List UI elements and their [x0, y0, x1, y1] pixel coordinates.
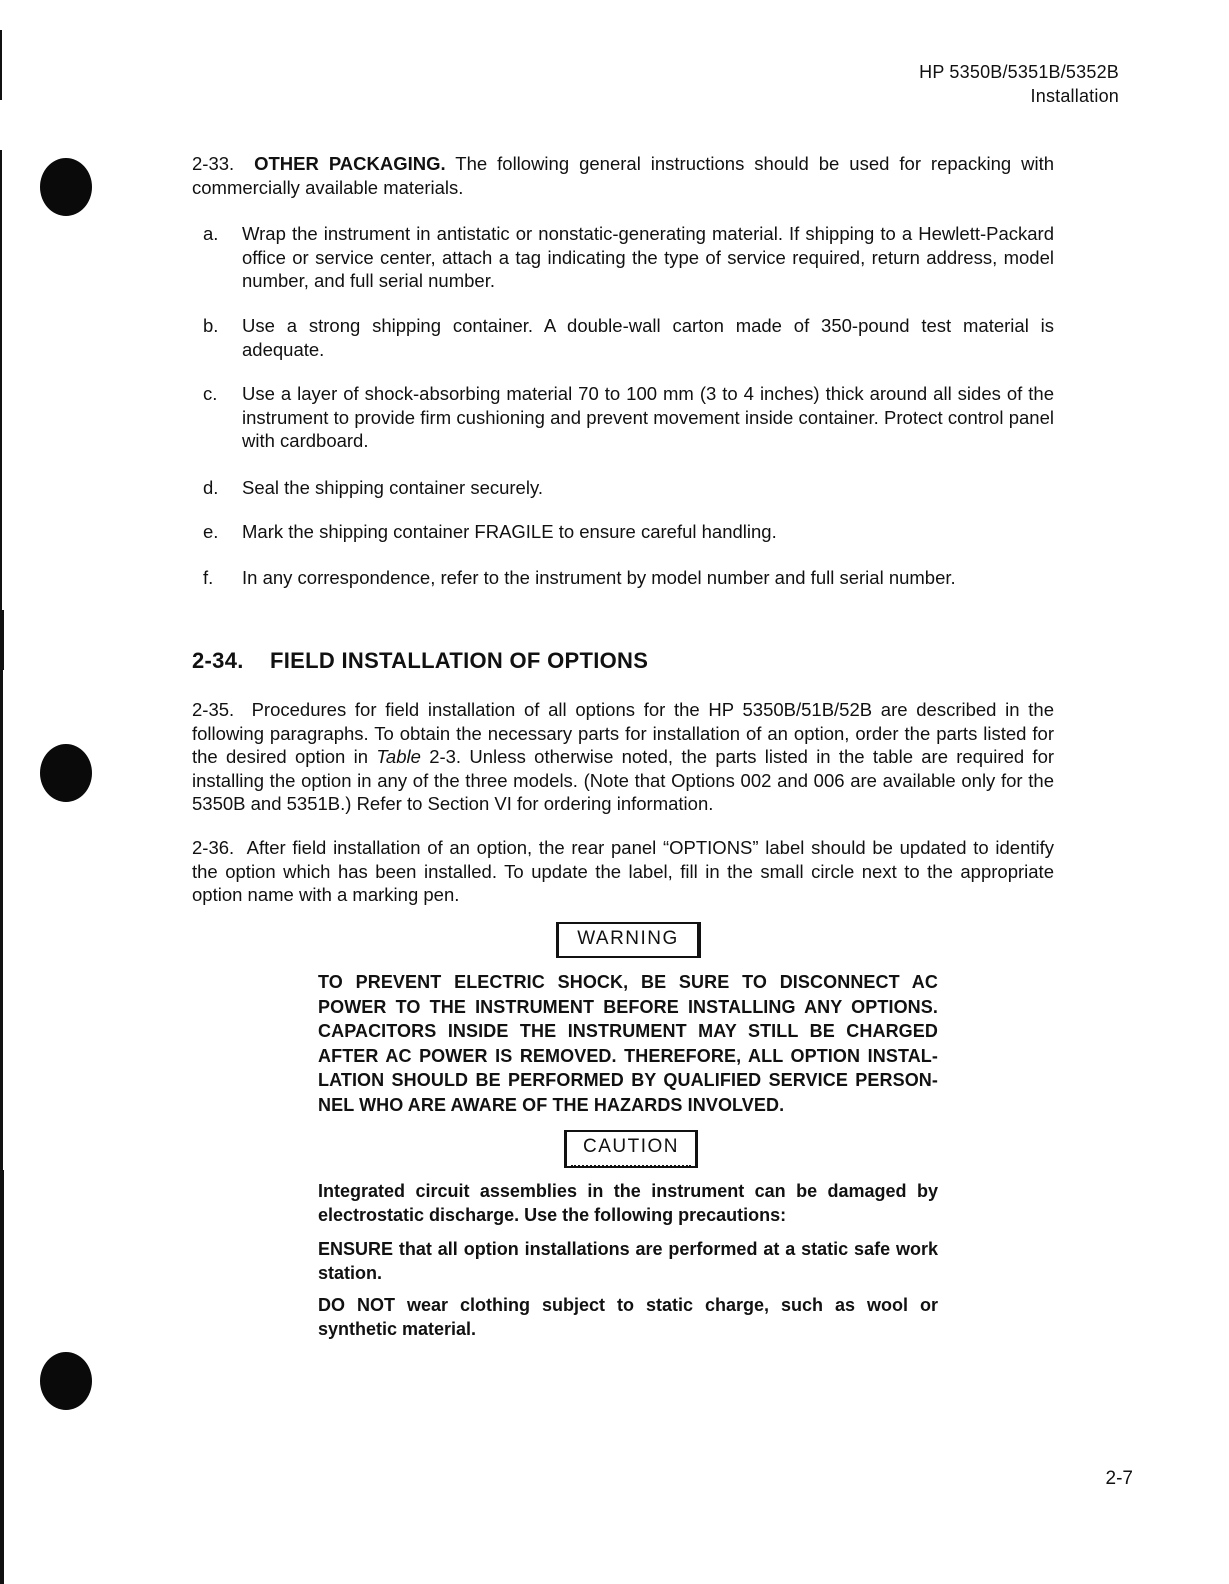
paragraph-text-continued: Unless otherwise noted, the parts listed in the table are required for installing the option in any of the three models. (Note that Options 002 and 006 are available only for the 5350B and 5351B.) Refer to Section VI for ordering information.: [192, 746, 1055, 814]
warning-text: TO PREVENT ELECTRIC SHOCK, BE SURE TO DISCONNECT AC POWER TO THE INSTRUMENT BEFORE INSTALLING ANY OPTIONS. CAPACITORS INSIDE THE INSTRUMENT MAY STILL BE CHARGED AFTER AC POWER IS REMOVED. THEREFORE, ALL OPTION INSTAL-LATION SHOULD BE PERFORMED BY QUALIFIED SERVICE PERSON-NEL WHO ARE AWARE OF THE HAZARDS INVOLVED.: [318, 972, 938, 1115]
section-title: FIELD INSTALLATION OF OPTIONS: [270, 648, 649, 673]
caution-precaution-1: ENSURE that all option installations are performed at a static safe work station.: [318, 1239, 938, 1283]
page-number: 2-7: [1105, 1468, 1133, 1489]
table-reference: Table: [376, 746, 421, 767]
paragraph-heading: OTHER PACKAGING.: [254, 153, 446, 174]
header-section: Installation: [1030, 86, 1119, 106]
list-item-text: Mark the shipping container FRAGILE to ensure careful handling.: [242, 521, 777, 542]
list-item-text: Use a layer of shock-absorbing material 70 to 100 mm (3 to 4 inches) thick around all sides of the instrument to provide firm cushioning and prevent movement inside container. Protect control panel with cardboard.: [242, 383, 1054, 451]
table-reference-number: 2-3.: [429, 746, 462, 767]
caution-intro: Integrated circuit assemblies in the instrument can be damaged by electrostatic discharge. Use the following precautions:: [318, 1181, 938, 1225]
paragraph-text: After field installation of an option, the rear panel “OPTIONS” label should be updated to identify the option which has been installed. To update the label, fill in the small circle next to the appropriate option name with a marking pen.: [192, 837, 1054, 905]
paragraph-text: Procedures for field installation of all options for the HP 5350B/51B/52B are described in the following paragraphs. To obtain the necessary parts for installation of an option, order the parts listed for the desired option in: [192, 699, 1054, 767]
list-item-text: In any correspondence, refer to the instrument by model number and full serial number.: [242, 567, 956, 588]
section-heading-2-34: [192, 648, 648, 674]
warning-label: WARNING: [556, 922, 701, 958]
paragraph-text: The following general instructions should be used for repacking with commercially available materials.: [192, 153, 1055, 198]
paragraph-2-36: [192, 836, 1054, 907]
paragraph-2-35: [192, 698, 1054, 816]
list-item-letter: c.: [203, 383, 218, 404]
paragraph-2-33: [192, 152, 1054, 199]
page-header: [919, 60, 1119, 108]
list-item-text: Wrap the instrument in antistatic or nonstatic-generating material. If shipping to a Hewlett-Packard office or service center, attach a tag indicating the type of service required, return address, model number, and full serial number.: [242, 223, 1054, 291]
list-item-letter: a.: [203, 223, 219, 244]
header-model: HP 5350B/5351B/5352B: [919, 62, 1119, 82]
list-item-text: Seal the shipping container securely.: [242, 477, 543, 498]
list-item-letter: e.: [203, 521, 219, 542]
paragraph-number: 2-35.: [192, 699, 235, 720]
list-item-text: Use a strong shipping container. A double-wall carton made of 350-pound test material is adequate.: [242, 315, 1054, 360]
binder-hole-bottom: [40, 1352, 92, 1410]
list-item-letter: b.: [203, 315, 219, 336]
caution-precaution-2: DO NOT wear clothing subject to static charge, such as wool or synthetic material.: [318, 1295, 938, 1339]
paragraph-number: 2-33.: [192, 153, 235, 174]
binder-hole-top: [40, 158, 92, 216]
paragraph-number: 2-36.: [192, 837, 235, 858]
section-number: 2-34.: [192, 648, 244, 673]
caution-label: [564, 1130, 698, 1168]
binder-hole-middle: [40, 744, 92, 802]
list-item-letter: d.: [203, 477, 219, 498]
caution-label-text: CAUTION: [583, 1136, 679, 1157]
list-item-letter: f.: [203, 567, 214, 588]
scan-edge-artifact: [0, 0, 4, 1584]
